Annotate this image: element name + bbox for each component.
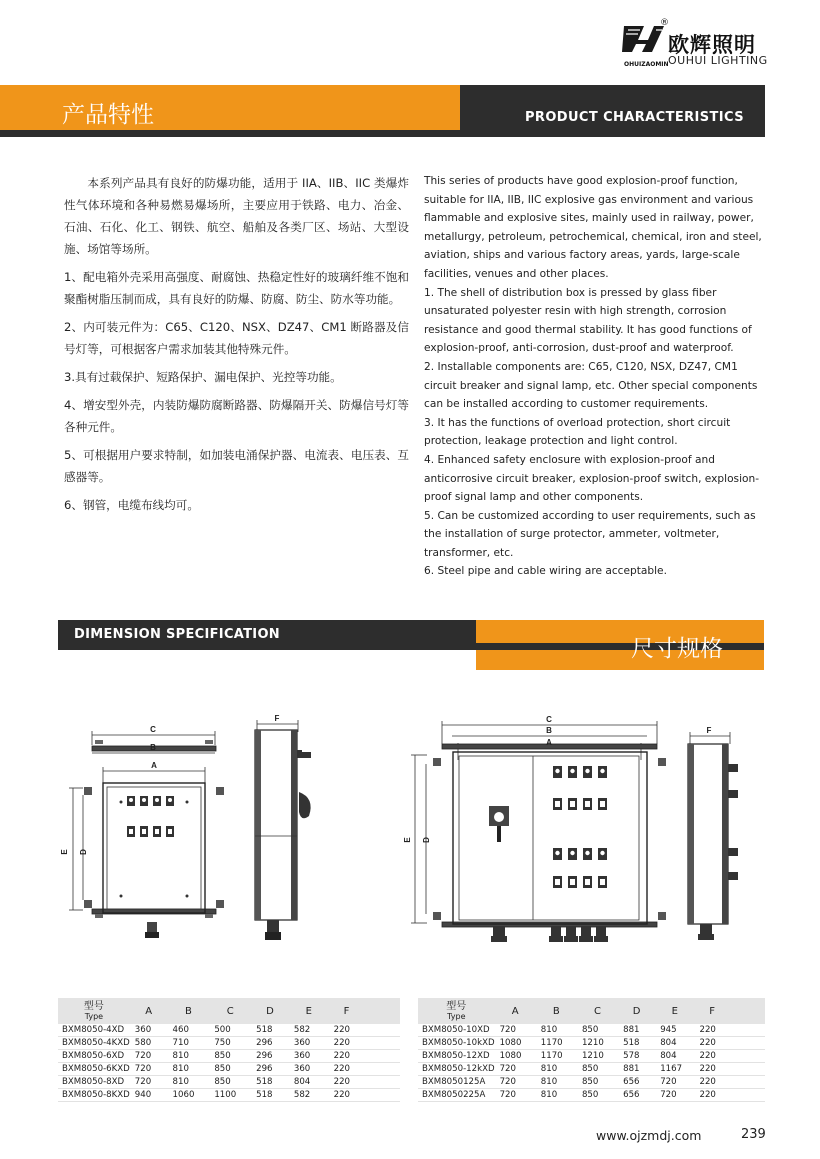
header-type-cn: 型号 xyxy=(83,1001,104,1012)
value-cell: 850 xyxy=(209,1076,251,1089)
spec-table-right xyxy=(418,998,765,1102)
value-cell: 220 xyxy=(694,1076,729,1089)
header-d: D xyxy=(618,998,655,1024)
table-row xyxy=(58,1089,400,1102)
table-row xyxy=(58,1063,400,1076)
value-cell: 804 xyxy=(289,1076,329,1089)
value-cell: 720 xyxy=(130,1076,168,1089)
cn-paragraph: 4、增安型外壳，内装防爆防腐断路器、防爆隔开关、防爆信号灯等各种元件。 xyxy=(64,398,409,434)
drawing-small-front xyxy=(69,731,224,938)
value-cell: 360 xyxy=(289,1050,329,1063)
value-cell: 810 xyxy=(536,1076,577,1089)
header-blank xyxy=(730,998,765,1024)
blank-cell xyxy=(364,1089,400,1102)
value-cell: 360 xyxy=(130,1024,168,1037)
table-row xyxy=(418,1063,765,1076)
value-cell: 1080 xyxy=(495,1037,536,1050)
table-row xyxy=(418,1037,765,1050)
model-cell: BXM8050-6KXD xyxy=(58,1063,130,1076)
value-cell: 220 xyxy=(329,1050,365,1063)
table-row xyxy=(418,1076,765,1089)
value-cell: 720 xyxy=(495,1076,536,1089)
value-cell: 500 xyxy=(209,1024,251,1037)
cn-paragraph: 1、配电箱外壳采用高强度、耐腐蚀、热稳定性好的玻璃纤维不饱和聚酯树脂压制而成，具有良好的防爆、防腐、防尘、防水等功能。 xyxy=(64,270,409,306)
model-cell: BXM8050-10XD xyxy=(418,1024,495,1037)
blank-cell xyxy=(730,1024,765,1037)
characteristics-en xyxy=(424,172,764,581)
value-cell: 850 xyxy=(577,1063,618,1076)
en-paragraph: 2. Installable components are: C65, C120, NSX, DZ47, CM1 circuit breaker and signal lamp, etc. Other special components can be installed according to customer requirements. xyxy=(424,360,758,411)
value-cell: 810 xyxy=(168,1076,210,1089)
value-cell: 1060 xyxy=(168,1089,210,1102)
dim-label-c-1: C xyxy=(150,725,156,734)
value-cell: 720 xyxy=(495,1063,536,1076)
model-cell: BXM8050-12XD xyxy=(418,1050,495,1063)
footer-website: www.ojzmdj.com xyxy=(596,1128,702,1143)
model-cell: BXM8050-8KXD xyxy=(58,1089,130,1102)
value-cell: 810 xyxy=(168,1063,210,1076)
value-cell: 810 xyxy=(168,1050,210,1063)
dim-label-f-2: F xyxy=(706,726,712,735)
value-cell: 810 xyxy=(536,1063,577,1076)
value-cell: 220 xyxy=(694,1024,729,1037)
value-cell: 850 xyxy=(577,1089,618,1102)
dim-label-b-1: B xyxy=(150,743,156,752)
value-cell: 750 xyxy=(209,1037,251,1050)
value-cell: 810 xyxy=(536,1024,577,1037)
table-row xyxy=(418,1024,765,1037)
dim-label-b-2: B xyxy=(546,726,552,735)
dim-label-a-1: A xyxy=(151,761,157,770)
cn-paragraph: 2、内可装元件为：C65、C120、NSX、DZ47、CM1 断路器及信号灯等，可根据客户需求加装其他特殊元件。 xyxy=(64,320,409,356)
header-type xyxy=(58,998,130,1024)
header-b: B xyxy=(536,998,577,1024)
model-cell: BXM8050-12kXD xyxy=(418,1063,495,1076)
value-cell: 1170 xyxy=(536,1050,577,1063)
dim-label-d-1: D xyxy=(79,849,88,855)
value-cell: 220 xyxy=(329,1037,365,1050)
dim-label-a-2: A xyxy=(546,738,552,747)
value-cell: 881 xyxy=(618,1024,655,1037)
blank-cell xyxy=(730,1076,765,1089)
value-cell: 578 xyxy=(618,1050,655,1063)
value-cell: 360 xyxy=(289,1063,329,1076)
dim-label-c-2: C xyxy=(546,715,552,724)
spec-table-left xyxy=(58,998,400,1102)
value-cell: 296 xyxy=(251,1063,289,1076)
value-cell: 810 xyxy=(536,1089,577,1102)
value-cell: 220 xyxy=(694,1050,729,1063)
value-cell: 220 xyxy=(329,1063,365,1076)
blank-cell xyxy=(364,1050,400,1063)
header-a: A xyxy=(130,998,168,1024)
header-c: C xyxy=(209,998,251,1024)
value-cell: 296 xyxy=(251,1037,289,1050)
header-type-en: Type xyxy=(84,1012,104,1021)
brand-name-en: OUHUI LIGHTING xyxy=(668,54,768,67)
table-header-row xyxy=(418,998,765,1024)
cn-paragraph: 3.具有过载保护、短路保护、漏电保护、光控等功能。 xyxy=(64,370,342,384)
en-paragraph: This series of products have good explosion-proof function, suitable for IIA, IIB, IIC explosive gas environment and various flammable and explosive sites, mainly used in railway, power, metallurgy, petroleum, petrochemical, chemical, iron and steel, aviation, ships and various factory areas, yards, large-scale facilities, venues and other places. xyxy=(424,175,762,280)
en-paragraph: 1. The shell of distribution box is pressed by glass fiber unsaturated polyester resin with high strength, corrosion resistance and good thermal stability. It has good functions of explosion-proof, anti-corrosion, dust-proof and waterproof. xyxy=(424,286,752,355)
dim-label-f-1: F xyxy=(274,714,280,723)
blank-cell xyxy=(730,1050,765,1063)
value-cell: 518 xyxy=(251,1076,289,1089)
value-cell: 804 xyxy=(655,1037,694,1050)
header-d: D xyxy=(251,998,289,1024)
header-f: F xyxy=(694,998,729,1024)
value-cell: 1170 xyxy=(536,1037,577,1050)
en-paragraph: 6. Steel pipe and cable wiring are acceptable. xyxy=(424,565,667,578)
value-cell: 804 xyxy=(655,1050,694,1063)
value-cell: 850 xyxy=(209,1050,251,1063)
dimension-drawings xyxy=(55,700,765,1000)
model-cell: BXM8050-4KXD xyxy=(58,1037,130,1050)
section1-title-cn: 产品特性 xyxy=(62,102,154,128)
table-row xyxy=(58,1037,400,1050)
drawing-large-side xyxy=(688,732,738,940)
blank-cell xyxy=(364,1063,400,1076)
value-cell: 720 xyxy=(655,1089,694,1102)
model-cell: BXM8050-8XD xyxy=(58,1076,130,1089)
blank-cell xyxy=(364,1024,400,1037)
value-cell: 656 xyxy=(618,1089,655,1102)
blank-cell xyxy=(364,1037,400,1050)
drawing-small-side xyxy=(255,720,311,940)
value-cell: 1210 xyxy=(577,1037,618,1050)
value-cell: 850 xyxy=(209,1063,251,1076)
value-cell: 1080 xyxy=(495,1050,536,1063)
table-row xyxy=(58,1024,400,1037)
en-paragraph: 5. Can be customized according to user requirements, such as the installation of surge protector, ammeter, voltmeter, transformer, etc. xyxy=(424,509,756,559)
value-cell: 296 xyxy=(251,1050,289,1063)
section1-title-en: PRODUCT CHARACTERISTICS xyxy=(525,110,744,125)
value-cell: 360 xyxy=(289,1037,329,1050)
value-cell: 460 xyxy=(168,1024,210,1037)
value-cell: 518 xyxy=(251,1089,289,1102)
value-cell: 582 xyxy=(289,1024,329,1037)
value-cell: 580 xyxy=(130,1037,168,1050)
dim-label-e-1: E xyxy=(60,849,69,855)
model-cell: BXM8050225A xyxy=(418,1089,495,1102)
value-cell: 940 xyxy=(130,1089,168,1102)
dim-label-e-2: E xyxy=(403,837,412,843)
value-cell: 220 xyxy=(694,1089,729,1102)
value-cell: 720 xyxy=(130,1063,168,1076)
model-cell: BXM8050125A xyxy=(418,1076,495,1089)
brand-small-text: OHUIZAOMIN xyxy=(624,61,669,68)
table-row xyxy=(58,1076,400,1089)
value-cell: 1167 xyxy=(655,1063,694,1076)
section2-title-en: DIMENSION SPECIFICATION xyxy=(74,627,280,642)
cn-paragraph: 5、可根据用户要求特制，如加装电涌保护器、电流表、电压表、互感器等。 xyxy=(64,448,409,484)
value-cell: 720 xyxy=(655,1076,694,1089)
value-cell: 220 xyxy=(329,1024,365,1037)
table-row xyxy=(58,1050,400,1063)
value-cell: 945 xyxy=(655,1024,694,1037)
registered-mark: ® xyxy=(660,18,669,28)
table-row xyxy=(418,1089,765,1102)
value-cell: 720 xyxy=(495,1024,536,1037)
page-number: 239 xyxy=(741,1127,766,1142)
model-cell: BXM8050-10kXD xyxy=(418,1037,495,1050)
drawing-large-front xyxy=(411,721,666,942)
value-cell: 850 xyxy=(577,1076,618,1089)
value-cell: 220 xyxy=(694,1063,729,1076)
model-cell: BXM8050-6XD xyxy=(58,1050,130,1063)
blank-cell xyxy=(364,1076,400,1089)
en-paragraph: 3. It has the functions of overload protection, short circuit protection, leakage protection and light control. xyxy=(424,416,731,448)
value-cell: 220 xyxy=(329,1089,365,1102)
section1-band-line xyxy=(0,130,765,137)
cn-paragraph: 本系列产品具有良好的防爆功能，适用于 IIA、IIB、IIC 类爆炸性气体环境和各种易燃易爆场所，主要应用于铁路、电力、冶金、石油、石化、化工、钢铁、航空、船舶及各类厂区、场站、大型设施、场馆等场所。 xyxy=(64,176,409,256)
characteristics-cn xyxy=(64,172,409,522)
value-cell: 850 xyxy=(577,1024,618,1037)
header-e: E xyxy=(655,998,694,1024)
value-cell: 656 xyxy=(618,1076,655,1089)
dim-label-d-2: D xyxy=(422,837,431,843)
cn-paragraph: 6、钢管，电缆布线均可。 xyxy=(64,498,199,512)
value-cell: 518 xyxy=(251,1024,289,1037)
model-cell: BXM8050-4XD xyxy=(58,1024,130,1037)
blank-cell xyxy=(730,1063,765,1076)
header-a: A xyxy=(495,998,536,1024)
header-f: F xyxy=(329,998,365,1024)
value-cell: 582 xyxy=(289,1089,329,1102)
blank-cell xyxy=(730,1089,765,1102)
header-c: C xyxy=(577,998,618,1024)
header-type xyxy=(418,998,495,1024)
value-cell: 1210 xyxy=(577,1050,618,1063)
value-cell: 881 xyxy=(618,1063,655,1076)
value-cell: 710 xyxy=(168,1037,210,1050)
table-header-row xyxy=(58,998,400,1024)
value-cell: 720 xyxy=(130,1050,168,1063)
brand-name-cn: 欧辉照明 xyxy=(668,33,756,57)
header-b: B xyxy=(168,998,210,1024)
header-e: E xyxy=(289,998,329,1024)
value-cell: 518 xyxy=(618,1037,655,1050)
value-cell: 220 xyxy=(694,1037,729,1050)
en-paragraph: 4. Enhanced safety enclosure with explosion-proof and anticorrosive circuit breaker, explosion-proof switch, explosion-proof signal lamp and other components. xyxy=(424,453,760,504)
section2-title-cn: 尺寸规格 xyxy=(631,636,723,662)
header-type-en: Type xyxy=(447,1012,466,1021)
value-cell: 220 xyxy=(329,1076,365,1089)
value-cell: 720 xyxy=(495,1089,536,1102)
header-blank xyxy=(364,998,400,1024)
blank-cell xyxy=(730,1037,765,1050)
table-row xyxy=(418,1050,765,1063)
header-type-cn: 型号 xyxy=(446,1001,467,1012)
value-cell: 1100 xyxy=(209,1089,251,1102)
